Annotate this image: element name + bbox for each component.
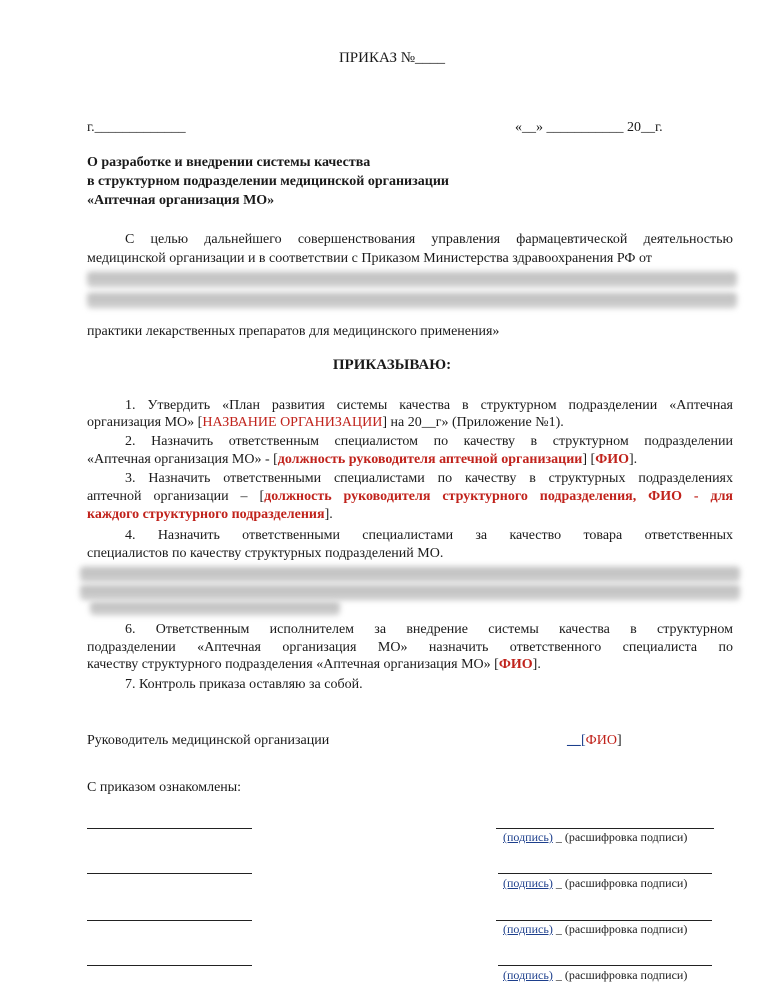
- unit-head-placeholder-cont: каждого структурного подразделения: [87, 507, 325, 522]
- sig-caption: [503, 968, 687, 983]
- order-heading: ПРИКАЗЫВАЮ:: [332, 357, 452, 373]
- item-7: 7. Контроль приказа оставляю за собой.: [125, 677, 363, 692]
- item-6-line-2: подразделении «Аптечная организация МО» назначить ответственного специалиста по: [87, 640, 733, 655]
- sig-name-line: [87, 873, 252, 874]
- sig-top-line: [496, 828, 714, 829]
- item-3-text: аптечной организации – [: [87, 489, 265, 504]
- item-2-sep: ] [: [582, 452, 596, 467]
- subject-line-1: О разработке и внедрении системы качества: [87, 155, 371, 170]
- intro-line-3: практики лекарственных препаратов для медицинского применения»: [87, 324, 500, 339]
- item-6-line-3: [87, 656, 733, 673]
- order-title: ПРИКАЗ №____: [338, 50, 446, 66]
- sig-decode: (расшифровка подписи): [564, 968, 688, 982]
- item-2-text: «Аптечная организация МО» - [: [87, 452, 278, 467]
- sig-sep: _: [555, 830, 562, 844]
- item-3-end: ].: [324, 507, 333, 522]
- item-3-line-3: [87, 506, 733, 523]
- sig-sep: _: [555, 876, 562, 890]
- item-3-line-1: 3. Назначить ответственными специалистами по качеству в структурных подразделениях: [125, 471, 733, 486]
- redacted-block-2b: [80, 584, 740, 600]
- item-4-line-1: 4. Назначить ответственными специалистами за качество товара ответственных: [125, 528, 733, 543]
- redacted-block-1a: [87, 271, 737, 287]
- intro-line-2: медицинской организации и в соответствии с Приказом Министерства здравоохранения РФ от: [87, 251, 652, 266]
- item-6-fio-placeholder: ФИО: [498, 657, 533, 672]
- head-fio-close: ]: [616, 733, 622, 748]
- item-2-fio-placeholder: ФИО: [595, 452, 629, 467]
- redacted-block-1b: [87, 292, 737, 308]
- sig-sep: _: [555, 922, 562, 936]
- sig-decode: (расшифровка подписи): [564, 830, 688, 844]
- sig-pod: (подпись): [503, 922, 553, 936]
- item-6-text: качеству структурного подразделения «Аптечная организация МО» [: [87, 657, 499, 672]
- sig-name-line: [87, 920, 252, 921]
- sig-name-line: [87, 965, 252, 966]
- item-1-text-end: ] на 20__г» (Приложение №1).: [382, 415, 564, 430]
- subject-line-2: в структурном подразделении медицинской организации: [87, 174, 449, 189]
- item-2-line-1: 2. Назначить ответственным специалистом по качеству в структурном подразделении: [125, 434, 733, 449]
- item-6-end: ].: [532, 657, 541, 672]
- sig-pod: (подпись): [503, 968, 553, 982]
- sig-sep: _: [555, 968, 562, 982]
- item-1-line-1: 1. Утвердить «План развития системы качества в структурном подразделении «Аптечная: [125, 398, 733, 413]
- head-fio-bracket: __[: [567, 733, 586, 748]
- date-field: «__» ___________ 20__г.: [515, 120, 663, 135]
- item-2-end: ].: [629, 452, 638, 467]
- intro-line-1: С целью дальнейшего совершенствования управления фармацевтической деятельностью: [125, 232, 733, 247]
- sig-decode: (расшифровка подписи): [564, 922, 688, 936]
- sig-caption: [503, 922, 687, 937]
- head-fio-placeholder: ФИО: [585, 733, 617, 748]
- redacted-block-2c: [90, 601, 340, 615]
- sig-top-line: [496, 920, 712, 921]
- sig-name-line: [87, 828, 252, 829]
- acquainted-label: С приказом ознакомлены:: [87, 780, 242, 795]
- sig-pod: (подпись): [503, 876, 553, 890]
- sig-top-line: [498, 873, 712, 874]
- org-name-placeholder: НАЗВАНИЕ ОРГАНИЗАЦИИ: [202, 415, 383, 430]
- sig-decode: (расшифровка подписи): [564, 876, 688, 890]
- item-3-line-2: [87, 488, 733, 505]
- sig-caption: [503, 876, 687, 891]
- item-1-line-2: [87, 414, 733, 431]
- item-6-line-1: 6. Ответственным исполнителем за внедрение системы качества в структурном: [125, 622, 733, 637]
- subject-line-3: «Аптечная организация МО»: [87, 193, 275, 208]
- item-4-line-2: специалистов по качеству структурных подразделений МО.: [87, 546, 444, 561]
- item-2-line-2: [87, 451, 733, 468]
- city-field: г._____________: [87, 120, 186, 135]
- head-fio-field: [567, 733, 622, 749]
- item-1-text: организация МО» [: [87, 415, 203, 430]
- sig-top-line: [498, 965, 712, 966]
- sig-pod: (подпись): [503, 830, 553, 844]
- unit-head-placeholder: должность руководителя структурного подразделения, ФИО - для: [264, 489, 734, 504]
- sig-caption: [503, 830, 687, 845]
- pharmacy-head-position-placeholder: должность руководителя аптечной организации: [277, 452, 583, 467]
- head-label: Руководитель медицинской организации: [87, 733, 330, 748]
- redacted-block-2a: [80, 566, 740, 582]
